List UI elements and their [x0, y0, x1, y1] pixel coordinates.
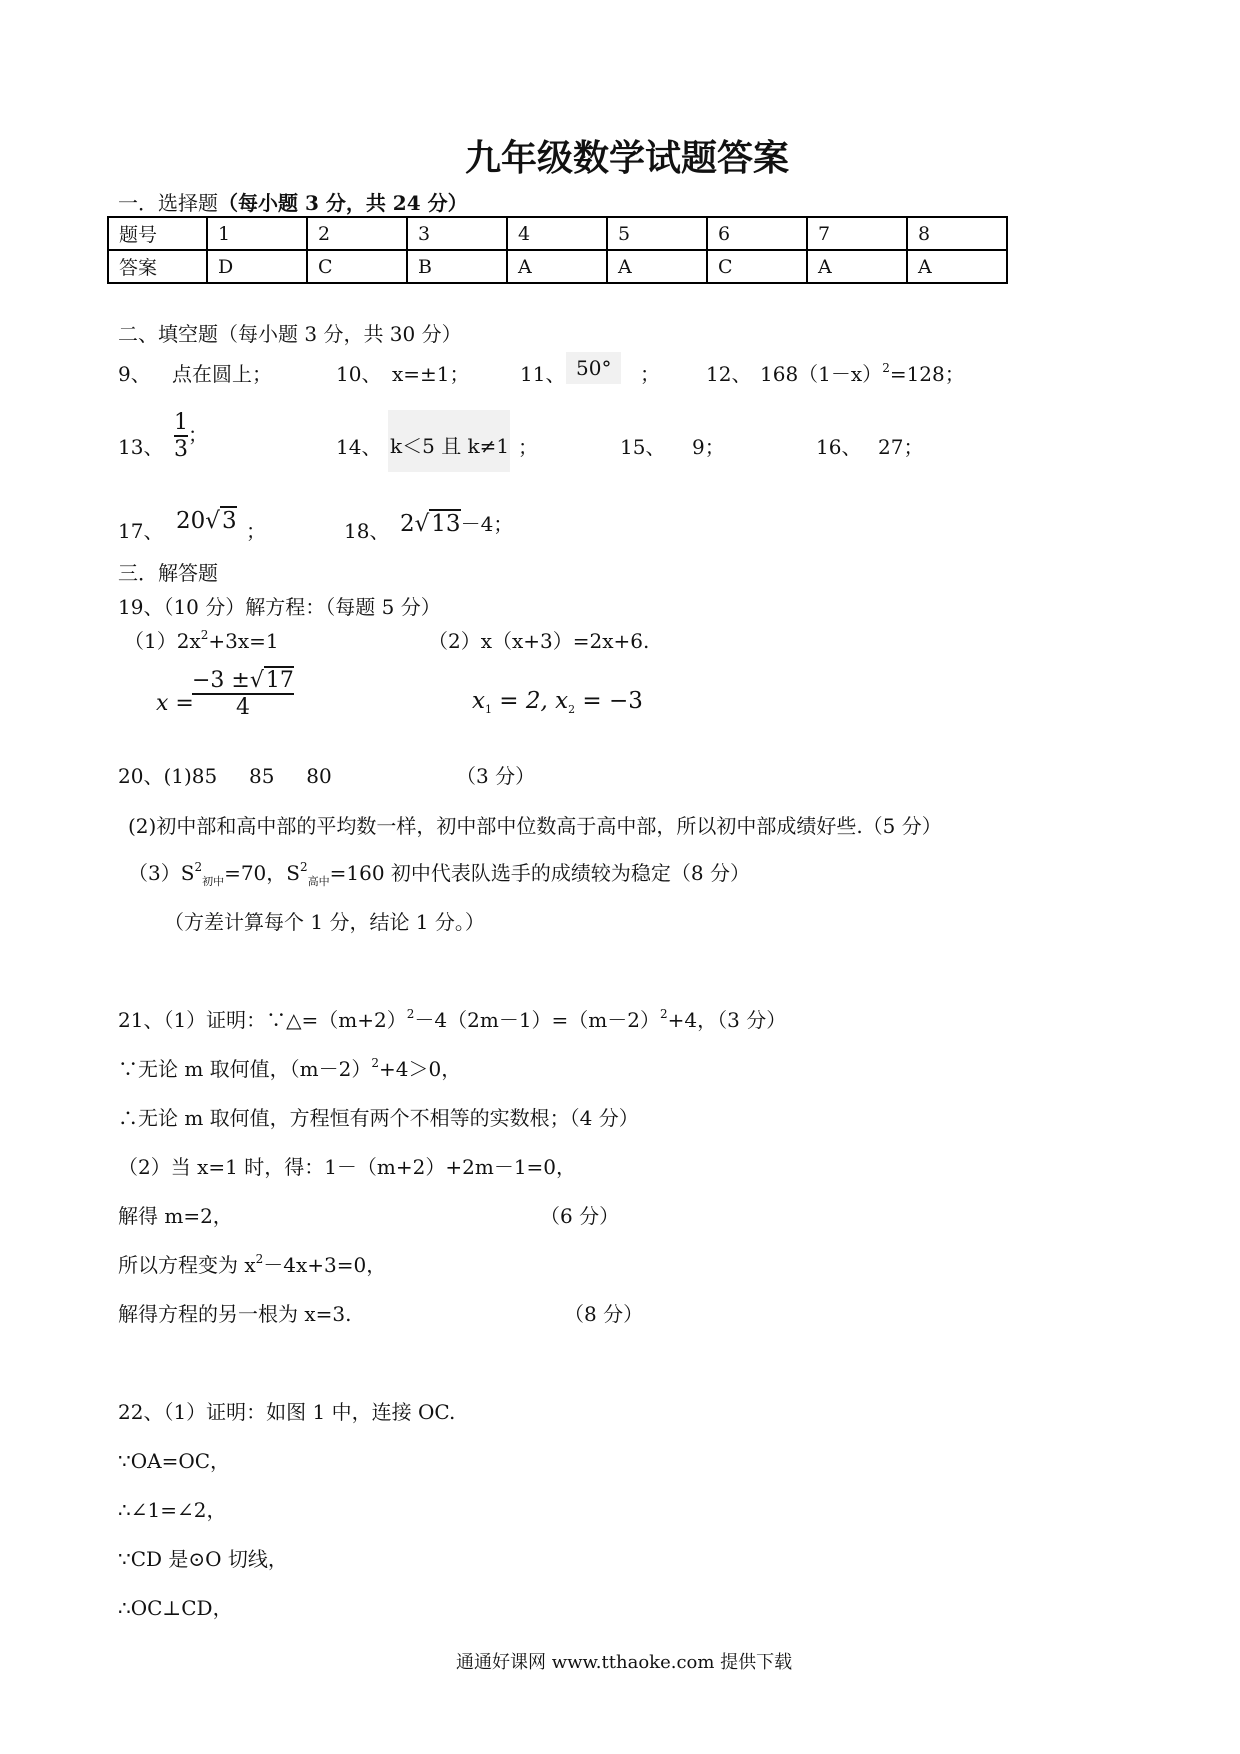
- q20-line3: [128, 857, 750, 886]
- q21-line6: [118, 1249, 386, 1278]
- q21-line5-score: （6 分）: [540, 1204, 620, 1228]
- q21-line7-score: （8 分）: [564, 1302, 644, 1326]
- table-cell: A: [607, 250, 707, 283]
- table-cell: 4: [507, 217, 607, 250]
- table-cell: 3: [407, 217, 507, 250]
- section-2-heading: 二、填空题（每小题 3 分，共 30 分）: [118, 322, 462, 346]
- table-cell: D: [207, 250, 307, 283]
- superscript: 2: [194, 860, 203, 874]
- section-1-heading: [118, 187, 468, 216]
- superscript: 2: [406, 1007, 415, 1021]
- table-cell: 答案: [108, 250, 207, 283]
- q10-number: 10、: [336, 362, 382, 386]
- q21-line1: [118, 1004, 786, 1033]
- q21-line6-b: －4x+3=0，: [263, 1253, 387, 1277]
- subscript: 初中: [202, 875, 225, 888]
- q18-coefficient: 2: [400, 511, 415, 537]
- superscript: 2: [371, 1056, 380, 1070]
- q12-answer: [760, 358, 965, 387]
- subscript: 高中: [307, 875, 330, 888]
- page-footer: 通通好课网 www.tthaoke.com 提供下载: [456, 1652, 793, 1673]
- table-row: [108, 250, 1007, 283]
- q12-answer-a: 168（1－x）: [760, 362, 883, 386]
- q21-line1-b: －4（2m－1）=（m－2）: [414, 1008, 660, 1032]
- q21-line2-b: +4＞0，: [379, 1057, 462, 1081]
- q17-number: 17、: [118, 519, 164, 543]
- q15-number: 15、: [620, 435, 666, 459]
- q14-tail: ；: [518, 435, 538, 459]
- q19-part2: （2）x（x+3）=2x+6.: [428, 629, 650, 653]
- table-cell: 7: [807, 217, 907, 250]
- q20-line3-a: （3）S: [128, 861, 195, 885]
- q16-number: 16、: [816, 435, 862, 459]
- radical-sign: √: [205, 508, 220, 534]
- q10-answer: x=±1；: [392, 362, 470, 386]
- table-row: [108, 217, 1007, 250]
- table-cell: 5: [607, 217, 707, 250]
- q19-solution1-radicand: 17: [265, 668, 294, 693]
- q17-answer: [176, 508, 237, 534]
- q19-solution1-num-a: −3 ±: [192, 668, 250, 693]
- q18-radicand: 13: [431, 511, 461, 537]
- q20-line3-c: =160 初中代表队选手的成绩较为稳定（8 分）: [329, 861, 751, 885]
- page-title: 九年级数学试题答案: [465, 138, 790, 179]
- q13-denominator: 3: [174, 437, 188, 462]
- q18-tail: －4；: [460, 512, 514, 536]
- q18-number: 18、: [344, 519, 390, 543]
- table-cell: A: [507, 250, 607, 283]
- q22-line4: ∵CD 是⊙O 切线，: [118, 1547, 288, 1571]
- superscript: 2: [255, 1252, 264, 1266]
- q22-line1: 22、（1）证明：如图 1 中，连接 OC.: [118, 1400, 456, 1424]
- q11-number: 11、: [520, 362, 566, 386]
- q15-answer: 9；: [692, 435, 725, 459]
- q12-answer-b: =128；: [889, 362, 965, 386]
- q21-line2: [118, 1053, 461, 1082]
- q20-line1-score: （3 分）: [456, 764, 536, 788]
- superscript: 2: [660, 1007, 668, 1021]
- q13-tail: ；: [188, 422, 208, 447]
- q21-line2-a: ∵无论 m 取何值，（m－2）: [118, 1057, 372, 1081]
- q13-number: 13、: [118, 435, 164, 459]
- q11-tail: ；: [640, 362, 660, 386]
- table-cell: 1: [207, 217, 307, 250]
- q12-number: 12、: [706, 362, 752, 386]
- radical-sign: √: [249, 668, 264, 693]
- q22-line3: ∴∠1=∠2，: [118, 1498, 227, 1522]
- fraction: [192, 668, 294, 720]
- table-cell: A: [807, 250, 907, 283]
- q13-fraction: [174, 410, 208, 462]
- q21-line1-a: 21、（1）证明：∵△=（m+2）: [118, 1008, 407, 1032]
- q20-line3-b: =70，S: [224, 861, 300, 885]
- table-cell: C: [707, 250, 807, 283]
- q19-part1-a: （1）2x: [124, 629, 201, 653]
- section-1-note: （每小题 3 分，共 24 分）: [218, 191, 468, 215]
- superscript: 2: [300, 860, 308, 874]
- q13-numerator: 1: [174, 410, 188, 435]
- superscript: 2: [200, 628, 209, 642]
- q21-line6-a: 所以方程变为 x: [118, 1253, 256, 1277]
- q9-number: 9、: [118, 362, 151, 386]
- fraction: [174, 410, 188, 462]
- q20-line4: （方差计算每个 1 分，结论 1 分。）: [164, 910, 485, 934]
- q22-line5: ∴OC⊥CD，: [118, 1596, 233, 1620]
- q19-part1-b: +3x=1: [208, 629, 279, 653]
- table-cell: C: [307, 250, 407, 283]
- q19-solution1-lhs: x =: [156, 691, 194, 716]
- table-cell: 题号: [108, 217, 207, 250]
- q19-solution2: [472, 688, 643, 714]
- q19-solution1-denominator: 4: [235, 695, 250, 720]
- table-cell: B: [407, 250, 507, 283]
- subscript: 1: [484, 703, 492, 716]
- table-cell: 2: [307, 217, 407, 250]
- q19-solution1-fraction: [192, 668, 294, 720]
- q21-line5: 解得 m=2，: [118, 1204, 233, 1228]
- q16-answer: 27；: [878, 435, 924, 459]
- q12-superscript: 2: [882, 361, 890, 375]
- q14-number: 14、: [336, 435, 382, 459]
- q18-answer: [400, 508, 513, 537]
- answer-table: [107, 216, 1008, 284]
- q20-line2: (2)初中部和高中部的平均数一样，初中部中位数高于高中部，所以初中部成绩好些.（5 分）: [128, 814, 942, 838]
- table-cell: A: [907, 250, 1007, 283]
- q19-header: 19、（10 分）解方程：（每题 5 分）: [118, 595, 441, 619]
- q14-answer-box: [388, 410, 510, 472]
- q17-tail: ；: [246, 519, 266, 543]
- q19-solution1-numerator: [192, 668, 294, 693]
- q21-line4: （2）当 x=1 时，得：1－（m+2）+2m－1=0，: [118, 1155, 577, 1179]
- subscript: 2: [568, 703, 576, 716]
- q14-answer: k＜5 且 k≠1: [390, 434, 510, 458]
- q17-coefficient: 20: [176, 508, 206, 534]
- section-3-heading: 三．解答题: [118, 561, 218, 585]
- q20-line1: 20、(1)85 85 80: [118, 764, 332, 788]
- q17-radicand: 3: [221, 508, 237, 534]
- q9-answer: 点在圆上；: [172, 362, 272, 386]
- radical-sign: √: [414, 511, 430, 537]
- section-1-label: 一．选择题: [118, 191, 218, 215]
- q21-line3: ∴无论 m 取何值，方程恒有两个不相等的实数根；（4 分）: [118, 1106, 639, 1130]
- q19-solution2-a: x: [472, 688, 485, 714]
- q19-solution2-b: = 2, x: [491, 688, 569, 714]
- q11-answer: 50°: [566, 352, 621, 384]
- q19-part1: [124, 625, 279, 654]
- q19-solution2-c: = −3: [575, 688, 643, 714]
- q21-line1-c: +4，（3 分）: [667, 1008, 787, 1032]
- q22-line2: ∵OA=OC，: [118, 1449, 231, 1473]
- table-cell: 8: [907, 217, 1007, 250]
- table-cell: 6: [707, 217, 807, 250]
- q21-line7: 解得方程的另一根为 x=3.: [118, 1302, 352, 1326]
